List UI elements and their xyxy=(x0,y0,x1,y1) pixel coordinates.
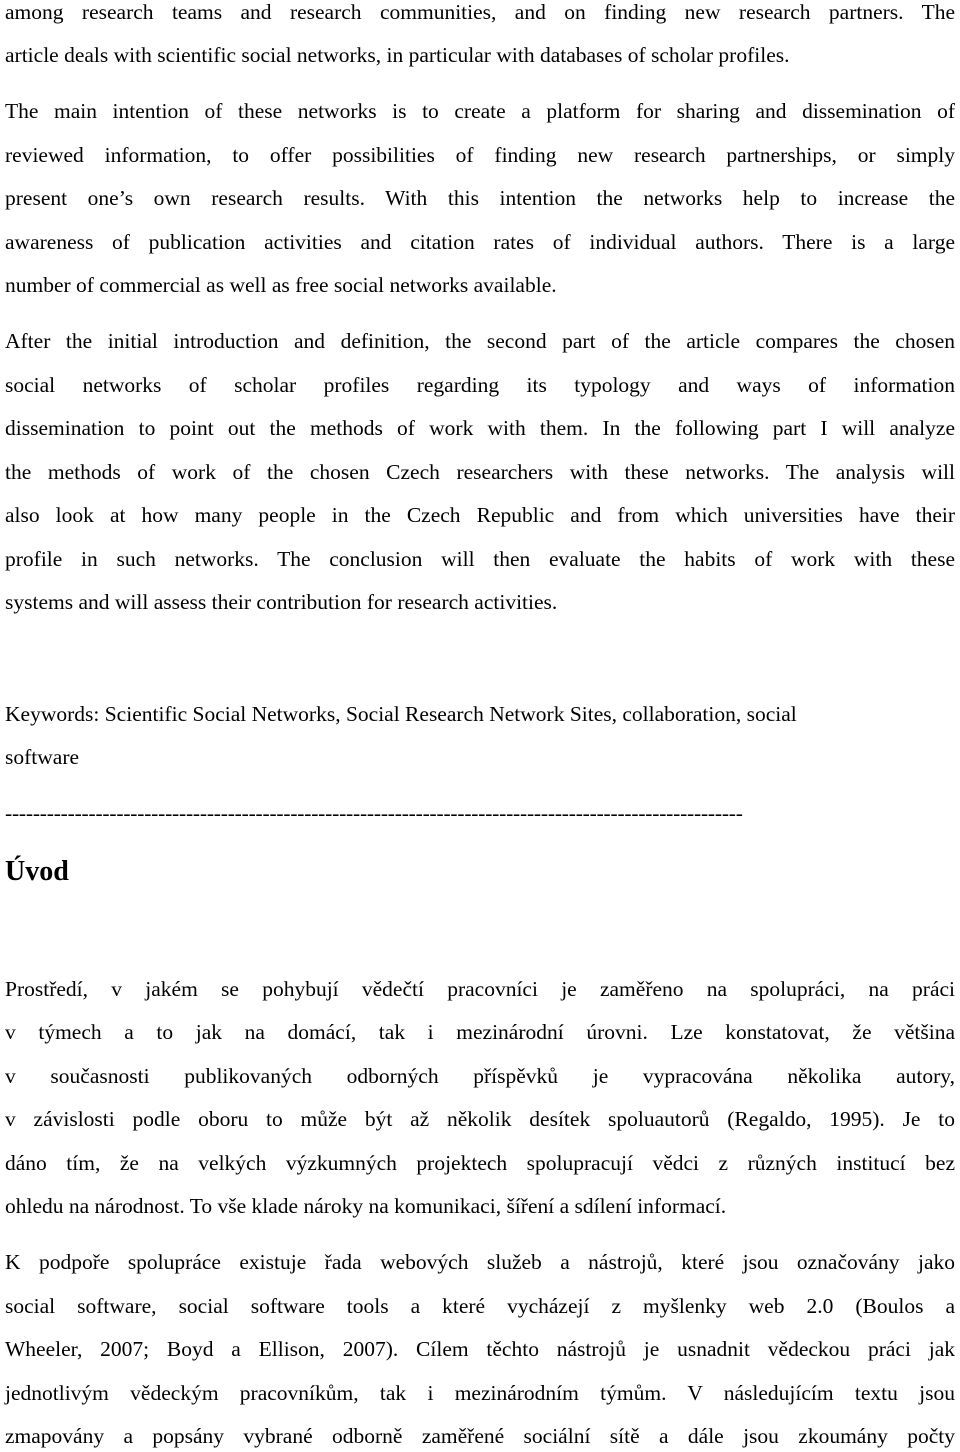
separator-line: ---------------------------------------------------------------------------------------------------------- xyxy=(5,801,743,825)
text-line: dissemination to point out the methods of work with them. In the following part I will analyze xyxy=(5,416,955,440)
text-line: profile in such networks. The conclusion will then evaluate the habits of work with these xyxy=(5,547,955,571)
text-line: K podpoře spolupráce existuje řada webových služeb a nástrojů, které jsou označovány jako xyxy=(5,1250,955,1274)
text-line: awareness of publication activities and citation rates of individual authors. There is a large xyxy=(5,230,955,254)
text-line: the methods of work of the chosen Czech researchers with these networks. The analysis will xyxy=(5,460,955,484)
text-line: Wheeler, 2007; Boyd a Ellison, 2007). Cílem těchto nástrojů je usnadnit vědeckou práci jak xyxy=(5,1337,955,1361)
text-line: v týmech a to jak na domácí, tak i mezinárodní úrovni. Lze konstatovat, že většina xyxy=(5,1020,955,1044)
text-line: dáno tím, že na velkých výzkumných projektech spolupracují vědci z různých institucí bez xyxy=(5,1151,955,1175)
text-line: social software, social software tools a které vycházejí z myšlenky web 2.0 (Boulos a xyxy=(5,1294,955,1318)
text-line: v současnosti publikovaných odborných příspěvků je vypracována několika autory, xyxy=(5,1064,955,1088)
keywords-line: software xyxy=(5,745,80,769)
text-line: v závislosti podle oboru to může být až několik desítek spoluautorů (Regaldo, 1995). Je to xyxy=(5,1107,955,1131)
text-line: reviewed information, to offer possibilities of finding new research partnerships, or simply xyxy=(5,143,955,167)
text-line: jednotlivým vědeckým pracovníkům, tak i mezinárodním týmům. V následujícím textu jsou xyxy=(5,1381,955,1405)
text-line: After the initial introduction and definition, the second part of the article compares the chosen xyxy=(5,329,955,353)
text-line: systems and will assess their contribution for research activities. xyxy=(5,590,558,614)
section-heading: Úvod xyxy=(5,856,69,887)
text-line: among research teams and research communities, and on finding new research partners. The xyxy=(5,0,955,24)
text-line: also look at how many people in the Czech Republic and from which universities have their xyxy=(5,503,955,527)
text-line: article deals with scientific social networks, in particular with databases of scholar profiles. xyxy=(5,43,790,67)
text-line: ohledu na národnost. To vše klade nároky na komunikaci, šíření a sdílení informací. xyxy=(5,1194,727,1218)
text-line: The main intention of these networks is to create a platform for sharing and dissemination of xyxy=(5,99,955,123)
keywords-line: Keywords: Scientific Social Networks, Social Research Network Sites, collaboration, social xyxy=(5,702,797,726)
text-line: zmapovány a popsány vybrané odborně zaměřené sociální sítě a dále jsou zkoumány počty xyxy=(5,1424,955,1448)
text-line: Prostředí, v jakém se pohybují vědečtí pracovníci je zaměřeno na spolupráci, na práci xyxy=(5,977,955,1001)
text-line: social networks of scholar profiles regarding its typology and ways of information xyxy=(5,373,955,397)
text-line: present one’s own research results. With this intention the networks help to increase the xyxy=(5,186,955,210)
text-line: number of commercial as well as free social networks available. xyxy=(5,273,557,297)
